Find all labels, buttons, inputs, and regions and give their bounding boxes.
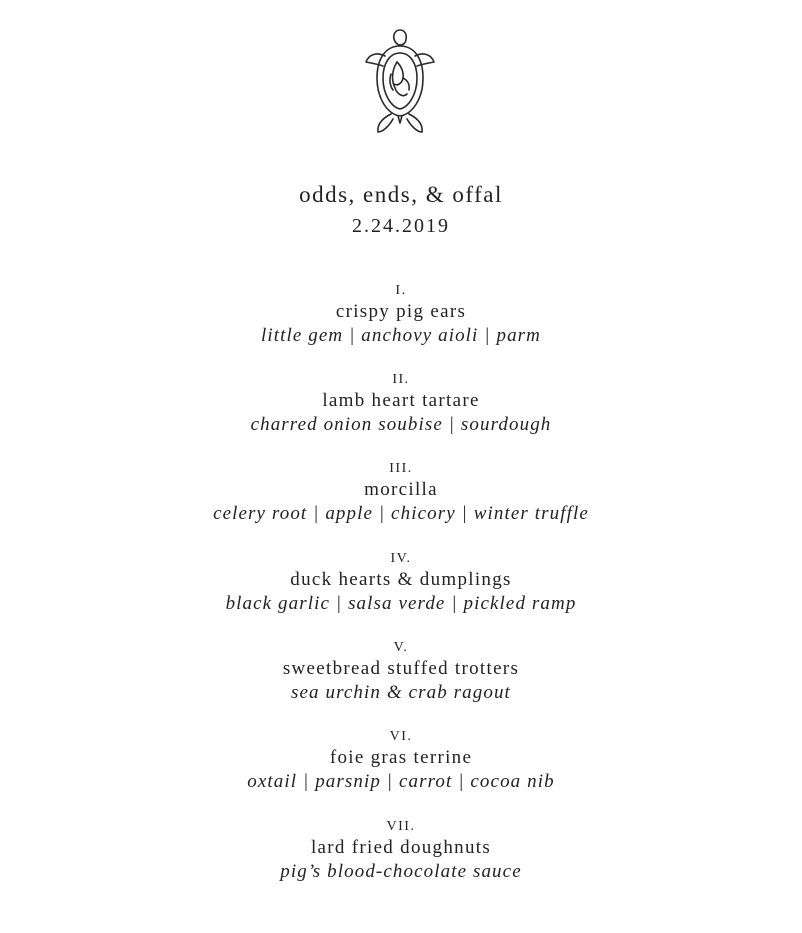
course-number: VII. [386, 819, 416, 834]
menu-date: 2.24.2019 [352, 215, 450, 237]
course-number: V. [393, 640, 409, 655]
course-description: celery root | apple | chicory | winter truffle [213, 503, 589, 524]
course-number: I. [395, 283, 407, 298]
course-7 [0, 818, 802, 884]
course-number: III. [389, 461, 413, 476]
turtle-icon [361, 26, 439, 138]
course-2 [0, 371, 802, 437]
course-description: oxtail | parsnip | carrot | cocoa nib [247, 771, 555, 792]
course-3 [0, 460, 802, 526]
course-number: II. [392, 372, 410, 387]
course-number: VI. [389, 729, 413, 744]
course-dish: duck hearts & dumplings [290, 569, 512, 590]
course-dish: sweetbread stuffed trotters [282, 658, 520, 679]
menu-title: odds, ends, & offal [299, 182, 503, 207]
course-dish: morcilla [364, 479, 438, 500]
course-description: black garlic | salsa verde | pickled ramp [225, 593, 577, 614]
course-1 [0, 282, 802, 348]
course-number: IV. [390, 551, 412, 566]
course-dish: foie gras terrine [329, 747, 473, 768]
course-description: charred onion soubise | sourdough [250, 414, 552, 435]
course-dish: crispy pig ears [335, 301, 467, 322]
course-description: little gem | anchovy aioli | parm [261, 325, 541, 346]
course-4 [0, 550, 802, 616]
course-6 [0, 728, 802, 794]
course-5 [0, 639, 802, 705]
course-dish: lard fried doughnuts [310, 837, 492, 858]
course-description: sea urchin & crab ragout [291, 682, 511, 703]
course-dish: lamb heart tartare [322, 390, 480, 411]
course-description: pig’s blood-chocolate sauce [280, 861, 522, 882]
